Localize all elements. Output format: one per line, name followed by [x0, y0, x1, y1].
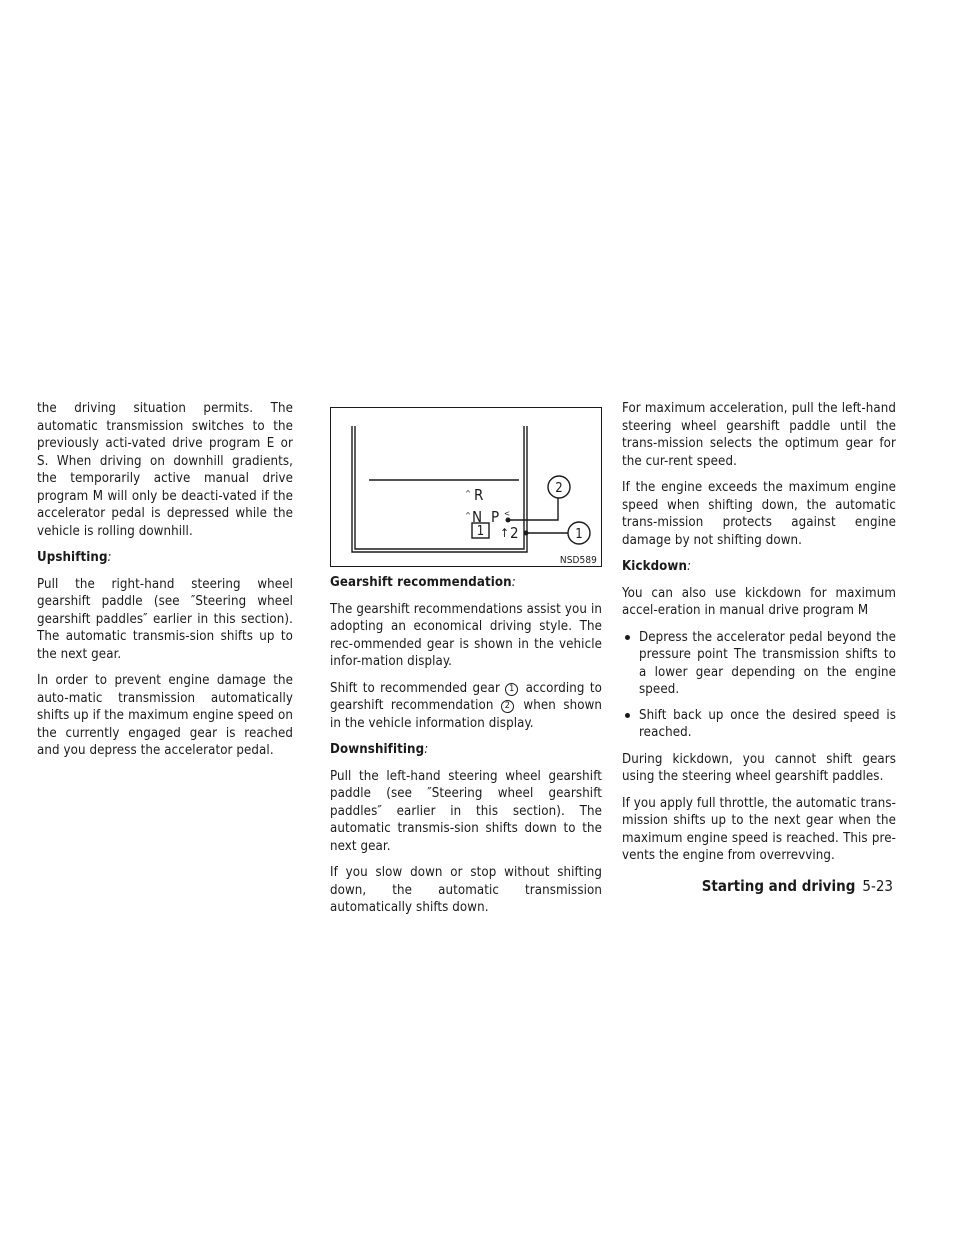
list-item: Shift back up once the desired speed is reached.	[622, 707, 896, 742]
paragraph: Pull the right-hand steering wheel gearshift paddle (see ″Steering wheel gearshift paddles″ earlier in this section). The automatic transmis-sion shifts up to the next gear.	[37, 576, 293, 662]
paragraph-shift-instruction	[330, 680, 602, 733]
up-arrow-icon: ↑	[500, 526, 510, 540]
list-item: Depress the accelerator pedal beyond the pressure point The transmission shifts to a lower gear depending on the engine speed.	[622, 629, 896, 699]
current-gear: 1	[476, 524, 485, 539]
section-title: Starting and driving	[701, 877, 856, 895]
display-illustration	[331, 408, 601, 566]
heading-label: Gearshift recommendation	[330, 575, 512, 590]
heading-downshifting	[330, 741, 602, 759]
column-3	[622, 400, 896, 874]
column-1	[37, 400, 293, 769]
paragraph: During kickdown, you cannot shift gears using the steering wheel gearshift paddles.	[622, 751, 896, 784]
paragraph: If you apply full throttle, the automatic trans-mission shifts up to the next gear when the maximum engine speed is reached. This pre-vents the engine from overrevving.	[622, 795, 896, 863]
paragraph: the driving situation permits. The automatic transmission switches to the previously acti-vated drive program E or S. When driving on downhill gradients, the temporarily active manual drive program M will only be deacti-vated if the accelerator pedal is depressed while the vehicle is rolling downhill.	[37, 401, 293, 539]
gear-n: N	[472, 508, 483, 526]
heading-colon: :	[107, 550, 112, 565]
gear-p: P	[491, 508, 500, 526]
page-footer	[702, 877, 893, 895]
display-inner-outline	[355, 426, 524, 549]
caret-r: ^	[465, 489, 472, 498]
gear-r: R	[474, 486, 484, 504]
heading-colon: :	[687, 559, 692, 574]
heading-kickdown	[622, 558, 896, 576]
paragraph: Pull the left-hand steering wheel gearshift paddle (see ″Steering wheel gearshift paddles″ earlier in this section). The automatic transmis-sion shifts down to the next gear.	[330, 768, 602, 854]
callout-2-ref: 2	[501, 700, 514, 713]
text-run: when shown in the vehicle information display.	[330, 698, 602, 731]
page-number: 5-23	[862, 877, 893, 895]
figure-code: NSD589	[559, 555, 597, 566]
heading-colon: :	[511, 575, 516, 590]
heading-label: Kickdown	[622, 559, 688, 574]
chevron-indicator: <	[504, 509, 511, 518]
paragraph: If you slow down or stop without shifting down, the automatic transmission automatically shifts down.	[330, 865, 602, 915]
callout-1-ref: 1	[505, 683, 518, 696]
leader-line-2	[508, 498, 558, 520]
caret-n: ^	[465, 511, 472, 520]
text-run: according to gearshift recommendation	[330, 680, 602, 713]
heading-label: Upshifting	[37, 550, 108, 565]
recommended-gear: 2	[510, 524, 519, 542]
heading-upshifting	[37, 549, 293, 567]
text-run: Shift to recommended gear	[330, 680, 500, 696]
column-2-text	[330, 574, 602, 926]
paragraph: If the engine exceeds the maximum engine speed when shifting down, the automatic trans-mission protects against engine damage by not shifting down.	[622, 480, 896, 548]
heading-label: Downshifiting	[330, 742, 425, 757]
paragraph: You can also use kickdown for maximum accel-eration in manual drive program M	[622, 585, 896, 618]
callout-2-label: 2	[555, 481, 563, 496]
gearshift-display-figure	[330, 407, 602, 567]
paragraph: In order to prevent engine damage the auto-matic transmission automatically shifts up if the maximum engine speed on the currently engaged gear is reached and you depress the accelerator pedal.	[37, 673, 293, 758]
heading-colon: :	[424, 742, 429, 757]
heading-gearshift-recommendation	[330, 574, 602, 592]
leader-dot-1	[524, 531, 529, 536]
paragraph: The gearshift recommendations assist you in adopting an economical driving style. The rec-ommended gear is shown in the vehicle infor-mation display.	[330, 601, 602, 669]
leader-dot-2	[506, 518, 511, 523]
paragraph: For maximum acceleration, pull the left-hand steering wheel gearshift paddle until the trans-mission selects the optimum gear for the cur-rent speed.	[622, 401, 896, 469]
kickdown-bullet-list	[622, 629, 896, 742]
callout-1-label: 1	[575, 527, 583, 542]
